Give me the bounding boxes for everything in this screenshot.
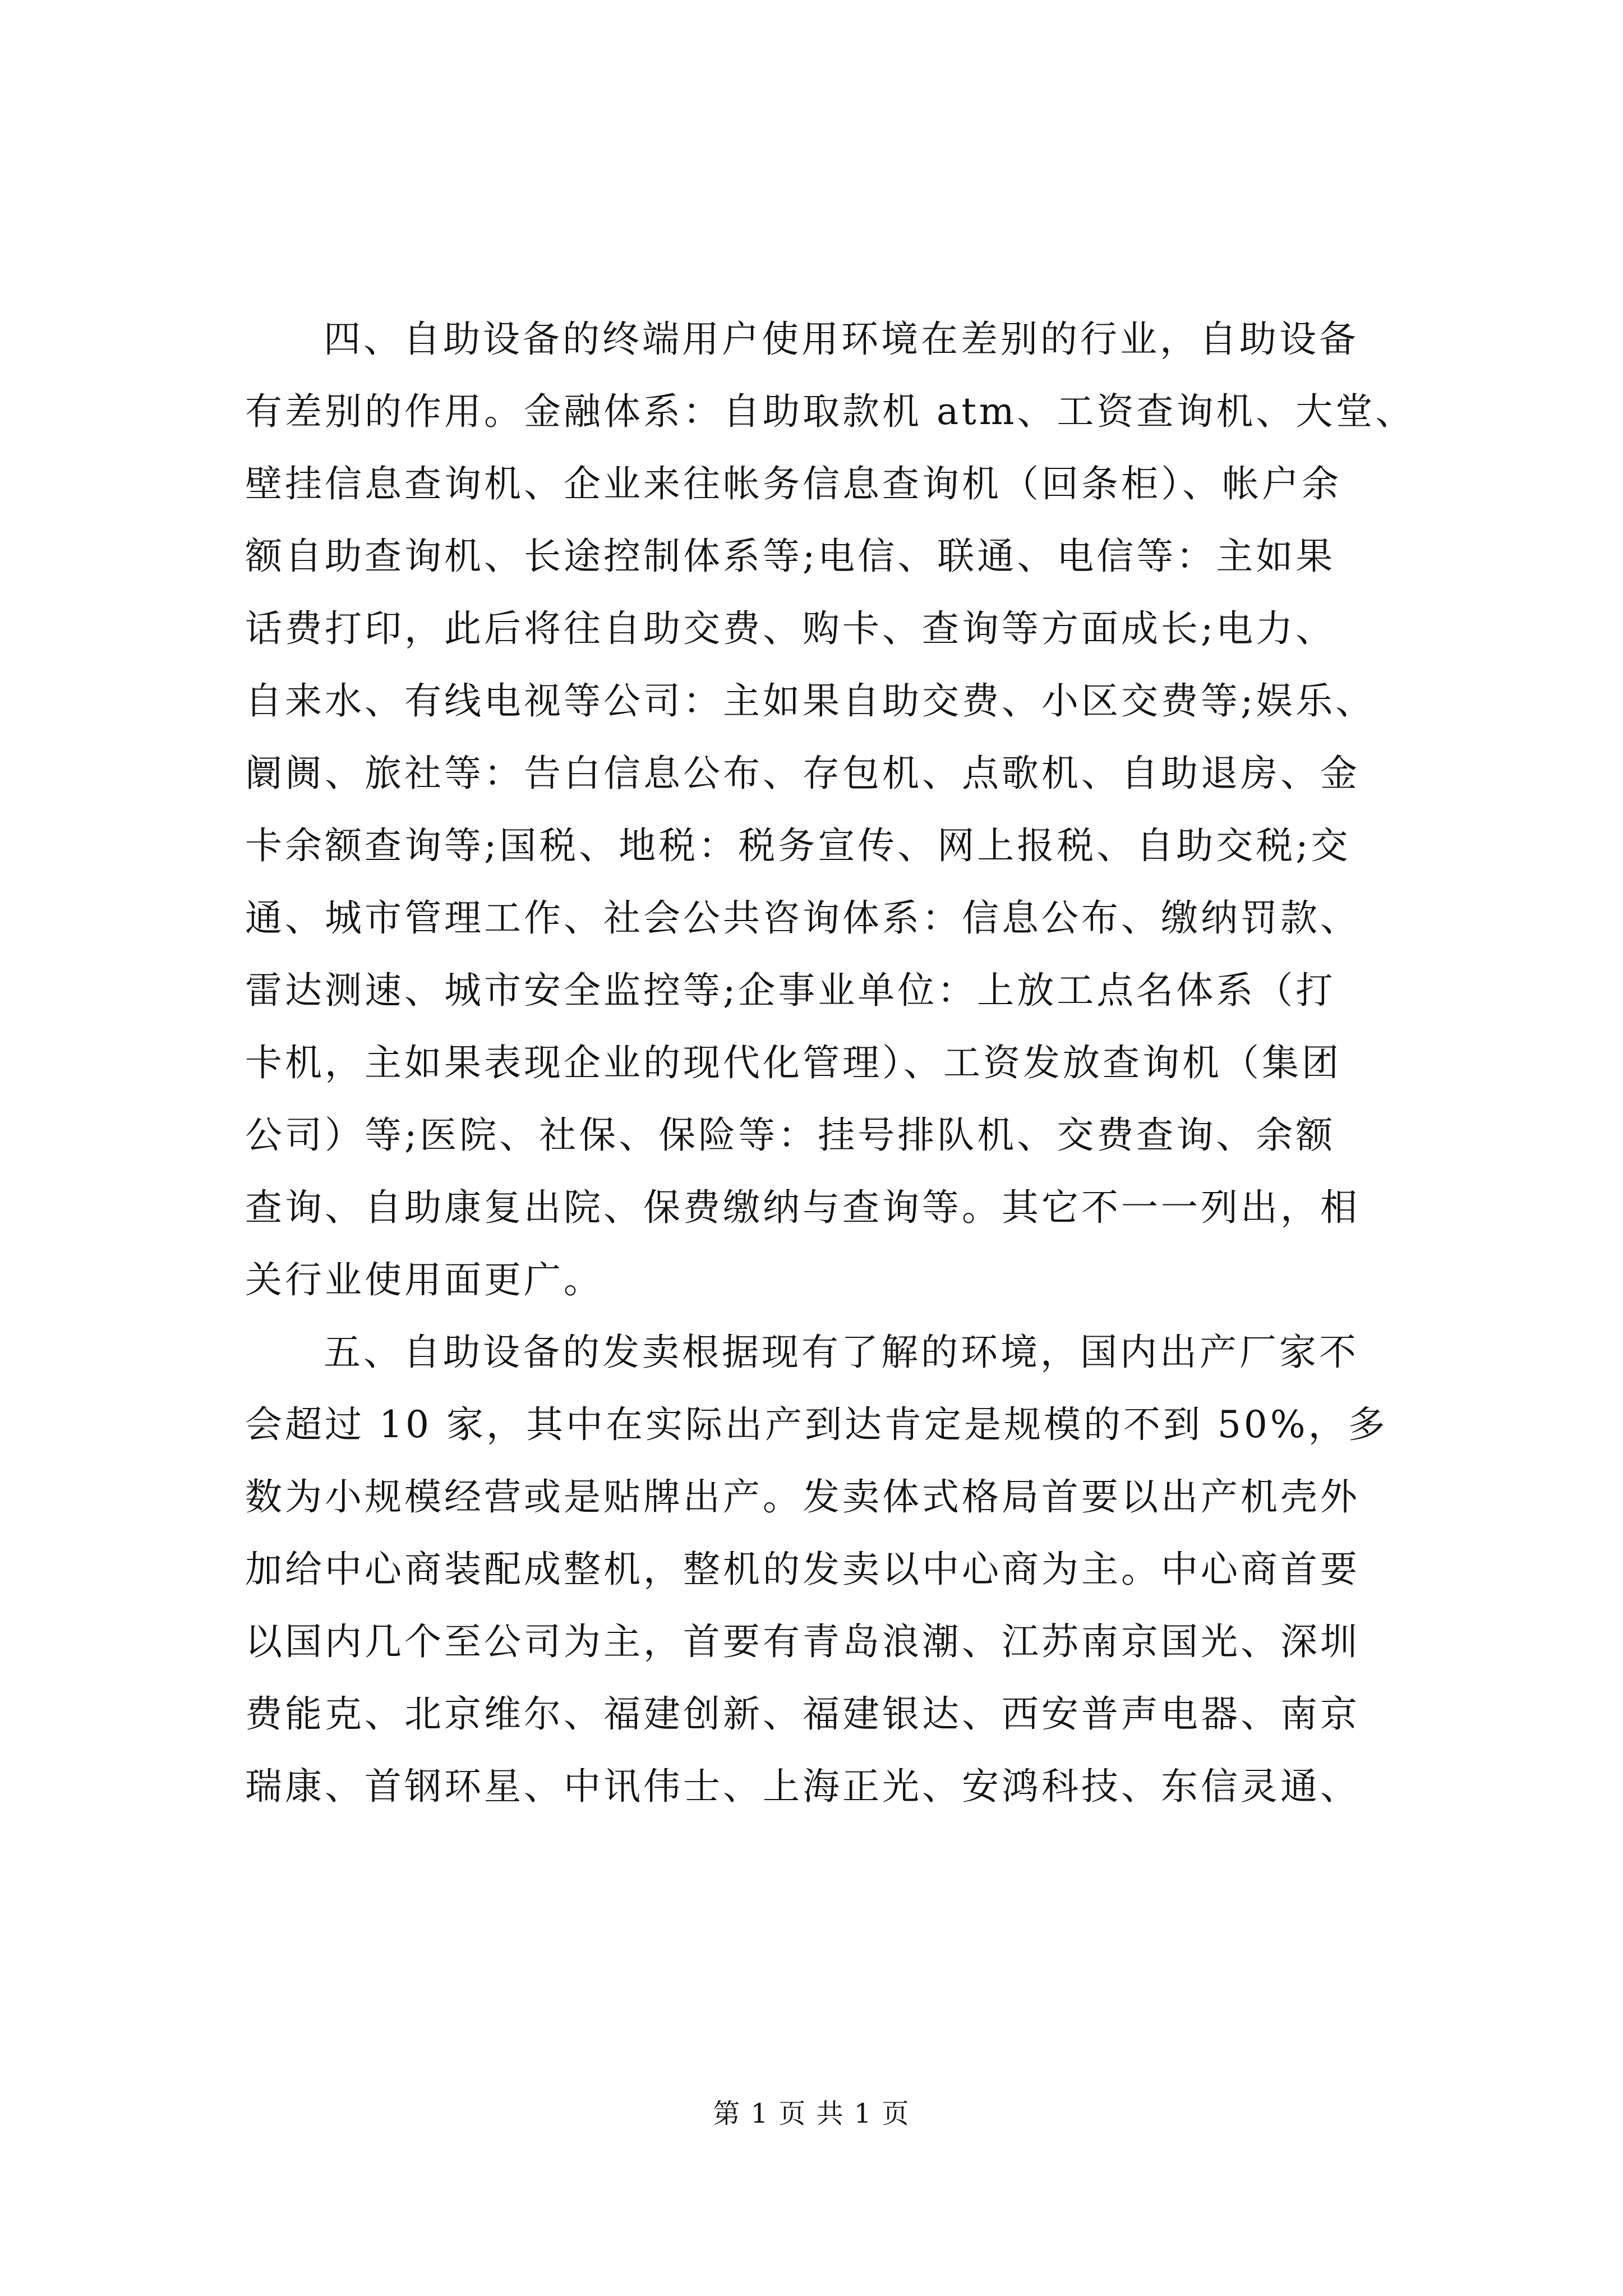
paragraph-4 [245,303,1434,1316]
text-line: 会超过 10 家，其中在实际出产到达肯定是规模的不到 50%，多 [245,1403,1388,1446]
text-line: 五、自助设备的发卖根据现有了解的环境，国内出产厂家不 [324,1331,1359,1374]
body-text [245,303,1434,1823]
text-line: 通、城市管理工作、社会公共咨询体系：信息公布、缴纳罚款、 [245,896,1360,940]
text-line: 费能克、北京维尔、福建创新、福建银达、西安普声电器、南京 [245,1692,1360,1736]
text-line: 壁挂信息查询机、企业来往帐务信息查询机（回条柜）、帐户余 [245,462,1341,505]
text-line: 卡余额查询等;国税、地税：税务宣传、网上报税、自助交税;交 [245,824,1351,867]
text-line: 加给中心商装配成整机，整机的发卖以中心商为主。中心商首要 [245,1548,1360,1591]
text-line: 卡机，主如果表现企业的现代化管理）、工资发放查询机（集团 [245,1041,1341,1084]
text-line: 自来水、有线电视等公司：主如果自助交费、小区交费等;娱乐、 [245,679,1376,723]
text-line: 关行业使用面更广。 [245,1258,603,1301]
text-line: 数为小规模经营或是贴牌出产。发卖体式格局首要以出产机壳外 [245,1475,1360,1519]
text-line: 瑞康、首钢环星、中讯伟士、上海正光、安鸿科技、东信灵通、 [245,1765,1360,1808]
text-line: 查询、自助康复出院、保费缴纳与查询等。其它不一一列出，相 [245,1186,1360,1229]
text-line: 额自助查询机、长途控制体系等;电信、联通、电信等：主如果 [245,535,1336,578]
page-footer [0,2097,1623,2131]
page-number-label: 第 1 页 共 1 页 [713,2098,910,2129]
paragraph-5 [245,1316,1434,1823]
text-line: 以国内几个至公司为主，首要有青岛浪潮、江苏南京国光、深圳 [245,1620,1360,1663]
text-line: 话费打印，此后将往自助交费、购卡、查询等方面成长;电力、 [245,607,1336,650]
text-line: 公司）等;医院、社保、保险等：挂号排队机、交费查询、余额 [245,1114,1336,1157]
text-line: 有差别的作用。金融体系：自助取款机 atm、工资查询机、大堂、 [245,390,1415,433]
text-line: 四、自助设备的终端用户使用环境在差别的行业，自助设备 [324,318,1359,361]
text-line: 阛阓、旅社等：告白信息公布、存包机、点歌机、自助退房、金 [245,752,1360,795]
text-line: 雷达测速、城市安全监控等;企事业单位：上放工点名体系（打 [245,969,1336,1012]
